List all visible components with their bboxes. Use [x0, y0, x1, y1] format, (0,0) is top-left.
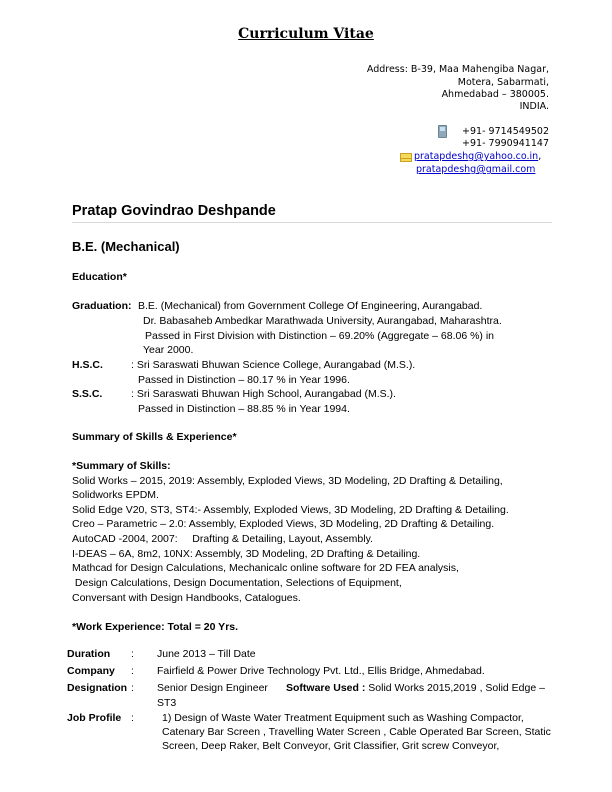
skill-line: Conversant with Design Handbooks, Catalogues. — [72, 592, 301, 604]
ssc-line: Passed in Distinction – 88.85 % in Year 1994. — [138, 403, 350, 415]
software-used — [286, 682, 545, 694]
summary-heading: Summary of Skills & Experience* — [72, 431, 237, 443]
email-separator: , — [538, 151, 542, 162]
skill-line: Mathcad for Design Calculations, Mechanicalc online software for 2D FEA analysis, — [72, 562, 459, 574]
mobile-phone-icon — [438, 125, 447, 138]
address-line: INDIA. — [519, 101, 549, 112]
skill-line: AutoCAD -2004, 2007: Drafting & Detailing, Layout, Assembly. — [72, 533, 373, 545]
education-heading: Education* — [72, 271, 127, 283]
job-profile-line: 1) Design of Waste Water Treatment Equipment such as Washing Compactor, — [162, 712, 524, 724]
software-label: Software Used : — [286, 682, 366, 694]
hsc-line: : Sri Saraswati Bhuwan Science College, Aurangabad (M.S.). — [131, 359, 416, 371]
work-experience-heading: *Work Experience: Total = 20 Yrs. — [72, 621, 239, 633]
designation-value: Senior Design Engineer — [157, 682, 268, 694]
company-value: Fairfield & Power Drive Technology Pvt. Ltd., Ellis Bridge, Ahmedabad. — [157, 665, 485, 677]
colon: : — [131, 648, 134, 660]
document-title: Curriculum Vitae — [238, 26, 374, 42]
skill-line: Creo – Parametric – 2.0: Assembly, Exploded Views, 3D Modeling, 2D Drafting & Detailing. — [72, 518, 495, 530]
graduation-line: Passed in First Division with Distinction – 69.20% (Aggregate – 68.06 %) in — [145, 330, 495, 342]
candidate-name: Pratap Govindrao Deshpande — [72, 203, 276, 219]
job-profile-label: Job Profile — [67, 712, 122, 724]
duration-value: June 2013 – Till Date — [157, 648, 256, 660]
skills-heading: *Summary of Skills: — [72, 460, 171, 472]
phone-number: +91- 9714549502 — [462, 126, 549, 137]
job-profile-line: Catenary Bar Screen , Travelling Water Screen , Cable Operated Bar Screen, Static — [162, 726, 551, 738]
email-link-gmail[interactable]: pratapdeshg@gmail.com — [416, 164, 536, 175]
graduation-line: Year 2000. — [143, 344, 194, 356]
address-line: Ahmedabad – 380005. — [441, 89, 549, 100]
divider — [72, 222, 552, 223]
address-line: Motera, Sabarmati, — [457, 77, 549, 88]
address-line: Address: B-39, Maa Mahengiba Nagar, — [366, 64, 549, 75]
skill-line: I-DEAS – 6A, 8m2, 10NX: Assembly, 3D Modeling, 2D Drafting & Detailing. — [72, 548, 421, 560]
email-line — [416, 164, 535, 175]
ssc-label: S.S.C. — [72, 388, 103, 400]
skill-line: Solidworks EPDM. — [72, 489, 159, 501]
graduation-label: Graduation: — [72, 300, 132, 312]
degree-heading: B.E. (Mechanical) — [72, 239, 180, 254]
colon: : — [131, 665, 134, 677]
job-profile-line: Screen, Deep Raker, Belt Conveyor, Grit Classifier, Grit screw Conveyor, — [162, 740, 500, 752]
hsc-label: H.S.C. — [72, 359, 103, 371]
graduation-line: B.E. (Mechanical) from Government College Of Engineering, Aurangabad. — [138, 300, 483, 312]
designation-label: Designation — [67, 682, 128, 694]
envelope-icon — [400, 153, 412, 162]
phone-number: +91- 7990941147 — [462, 138, 549, 149]
email-line — [414, 151, 541, 162]
email-link-yahoo[interactable]: pratapdeshg@yahoo.co.in — [414, 151, 539, 162]
hsc-line: Passed in Distinction – 80.17 % in Year 1996. — [138, 374, 350, 386]
skill-line: Solid Works – 2015, 2019: Assembly, Exploded Views, 3D Modeling, 2D Drafting & Detailing, — [72, 475, 503, 487]
graduation-line: Dr. Babasaheb Ambedkar Marathwada University, Aurangabad, Maharashtra. — [143, 315, 502, 327]
skill-line: Design Calculations, Design Documentation, Selections of Equipment, — [72, 577, 402, 589]
software-value: Solid Works 2015,2019 , Solid Edge – — [365, 682, 545, 694]
duration-label: Duration — [67, 648, 111, 660]
colon: : — [131, 712, 134, 724]
skill-line: Solid Edge V20, ST3, ST4:- Assembly, Exploded Views, 3D Modeling, 2D Drafting & Detailing. — [72, 504, 509, 516]
ssc-line: : Sri Saraswati Bhuwan High School, Aurangabad (M.S.). — [131, 388, 396, 400]
colon: : — [131, 682, 134, 694]
company-label: Company — [67, 665, 115, 677]
software-value-cont: ST3 — [157, 697, 177, 709]
